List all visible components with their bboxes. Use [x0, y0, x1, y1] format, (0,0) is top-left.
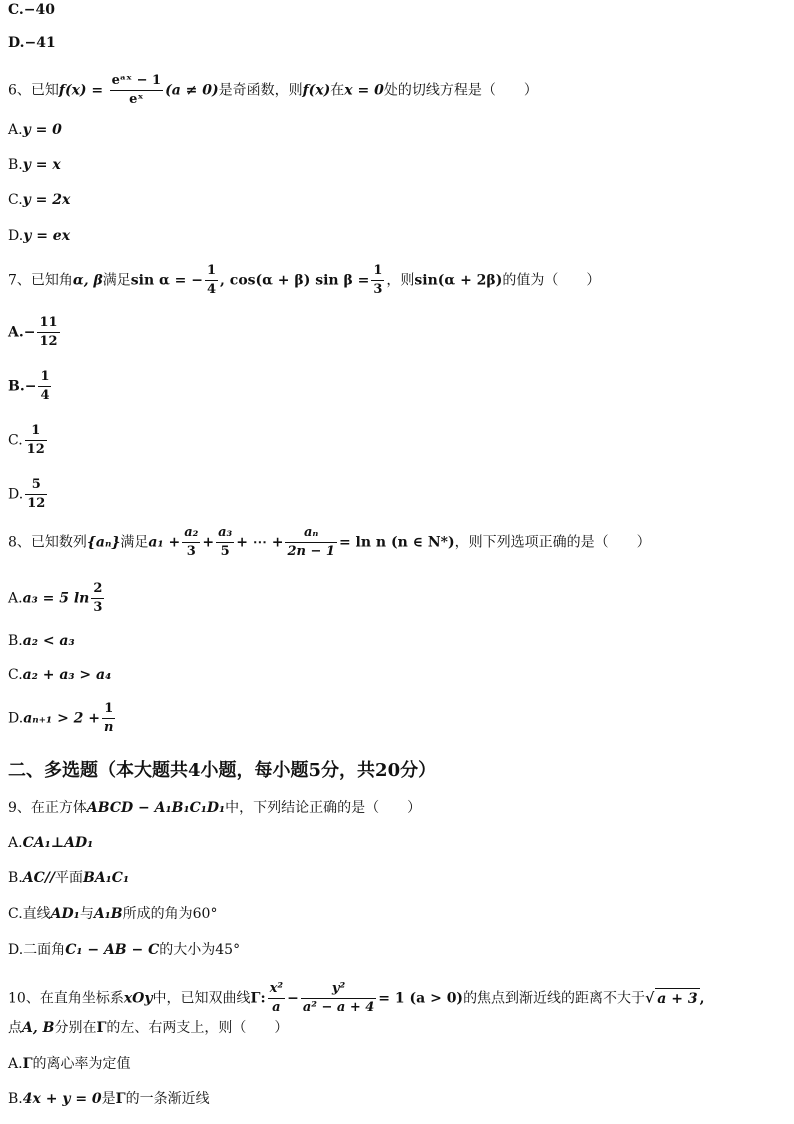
q9-option-c: C.直线AD₁与A₁B所成的角为60°: [8, 906, 218, 922]
q6-option-d: D.y = ex: [8, 228, 71, 244]
q9-option-d: D.二面角C₁ − AB − C的大小为45°: [8, 942, 241, 958]
q6-fraction: $\frac{\text{eᵃˣ − 1}}{\text{eˣ}}$: [111, 73, 162, 107]
q6-option-b: B.y = x: [8, 157, 61, 173]
q10-option-a: A.Γ的离心率为定值: [8, 1056, 131, 1072]
q6-option-c: C.y = 2x: [8, 192, 71, 208]
q10-stem-line1: 10、在直角坐标系xOy中，已知双曲线Γ: $\frac{\text{x²}}{a}$ − $\frac{\text{y²}}{\text{a² − a + 4}}$ = 1 (a > 0)的焦点到渐近线的距离不大于√ a + 3 ,: [8, 981, 705, 1015]
q7-option-b: B.− $\frac{1}{4}$: [8, 369, 50, 403]
q8-option-d: D.aₙ₊₁ > 2 + $\frac{1}{n}$: [8, 701, 114, 735]
q9-stem: 9、在正方体ABCD − A₁B₁C₁D₁中，下列结论正确的是（ ）: [8, 800, 422, 816]
q9-option-a: A.CA₁⊥AD₁: [8, 835, 94, 851]
q6-option-a: A.y = 0: [8, 122, 62, 138]
q6-stem: 6、已知f(x) = $\frac{\text{eᵃˣ − 1}}{\text{eˣ}}$ (a ≠ 0)是奇函数，则f(x)在x = 0处的切线方程是（ ）: [8, 73, 538, 107]
q7-option-d: D. $\frac{5}{12}$: [8, 477, 46, 511]
q8-option-a: A.a₃ = 5 ln $\frac{2}{3}$: [8, 581, 103, 615]
q9-option-b: B.AC//平面BA₁C₁: [8, 870, 130, 886]
q5-option-c: C.−40: [8, 2, 55, 18]
q7-option-c: C. $\frac{1}{12}$: [8, 423, 45, 457]
q8-option-b: B.a₂ < a₃: [8, 633, 75, 649]
q8-stem: 8、已知数列{aₙ}满足a₁ + $\frac{\text{a₂}}{3}$ + $\frac{\text{a₃}}{5}$ + ⋯ + $\frac{\text{aₙ}}{2n - 1}$ = ln n (n ∈ N*)，则下列选项正确的是（ ）: [8, 525, 651, 559]
section-heading-multiple-choice: 二、多选题（本大题共4小题，每小题5分，共20分）: [8, 760, 437, 781]
q5-option-d: D.−41: [8, 35, 56, 51]
q8-option-c: C.a₂ + a₃ > a₄: [8, 667, 112, 683]
q10-option-b: B.4x + y = 0是Γ的一条渐近线: [8, 1091, 210, 1107]
q10-stem-line2: 点A, B分别在Γ的左、右两支上，则（ ）: [8, 1020, 289, 1036]
q7-option-a: A.− $\frac{11}{12}$: [8, 315, 58, 349]
q7-stem: 7、已知角α, β满足sin α = − $\frac{1}{4}$ , cos(α + β) sin β = $\frac{1}{3}$ ，则sin(α + 2β)的值为（ ）: [8, 263, 601, 297]
